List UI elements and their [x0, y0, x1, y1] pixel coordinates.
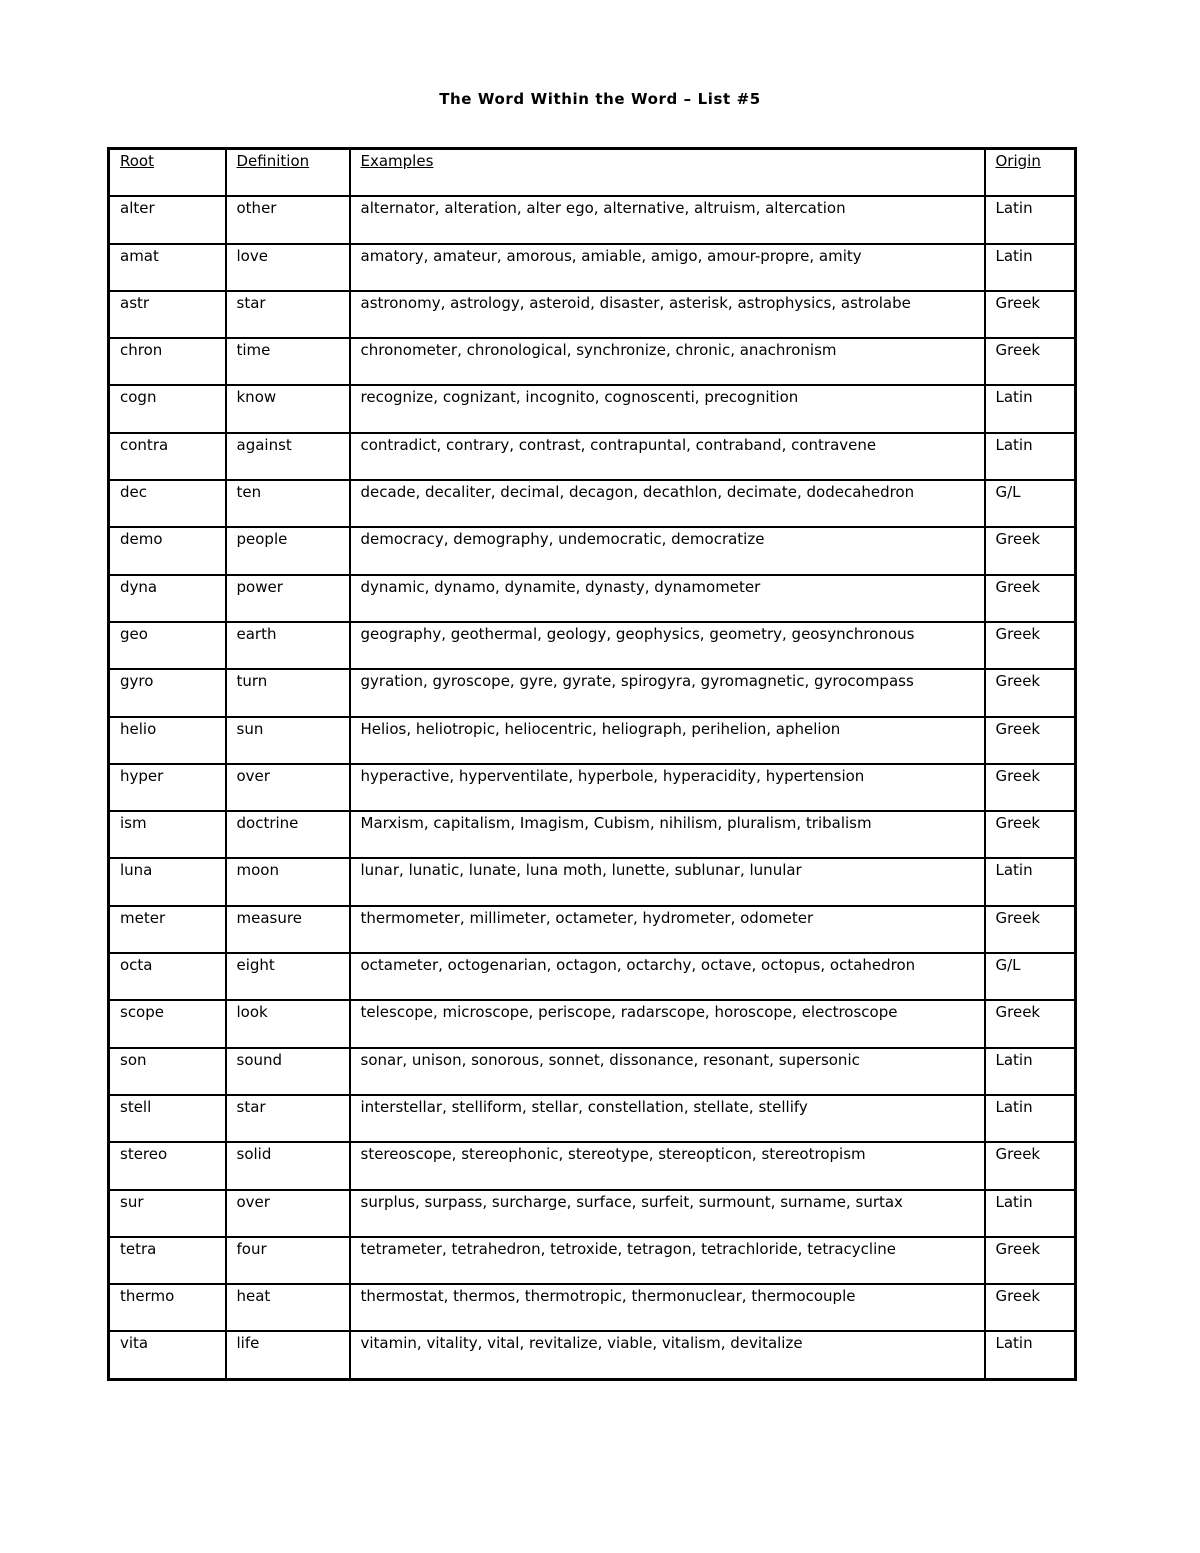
cell-definition	[226, 433, 350, 480]
cell-origin	[985, 764, 1076, 811]
table-row	[109, 480, 1076, 527]
cell-origin	[985, 244, 1076, 291]
examples-text: octameter, octogenarian, octagon, octarchy, octave, octopus, octahedron	[360, 956, 916, 975]
examples-text: Marxism, capitalism, Imagism, Cubism, nihilism, pluralism, tribalism	[360, 814, 872, 833]
cell-examples	[350, 244, 985, 291]
cell-origin	[985, 1048, 1076, 1095]
examples-text: tetrameter, tetrahedron, tetroxide, tetragon, tetrachloride, tetracycline	[360, 1239, 896, 1258]
header-root	[109, 149, 226, 197]
table-row	[109, 858, 1076, 905]
root-text: hyper	[120, 766, 164, 785]
cell-origin	[985, 858, 1076, 905]
table-row	[109, 1000, 1076, 1047]
cell-origin	[985, 1000, 1076, 1047]
examples-text: gyration, gyroscope, gyre, gyrate, spirogyra, gyromagnetic, gyrocompass	[360, 672, 914, 691]
cell-examples	[350, 1237, 985, 1284]
definition-text: star	[236, 1097, 266, 1116]
origin-text: Greek	[995, 766, 1041, 785]
cell-definition	[226, 244, 350, 291]
origin-text: G/L	[995, 483, 1021, 502]
examples-text: thermostat, thermos, thermotropic, thermonuclear, thermocouple	[360, 1287, 856, 1306]
definition-text: power	[236, 577, 283, 596]
table-row	[109, 764, 1076, 811]
cell-definition	[226, 764, 350, 811]
origin-text: Latin	[995, 1192, 1033, 1211]
origin-text: Latin	[995, 861, 1033, 880]
definition-text: four	[236, 1239, 267, 1258]
cell-examples	[350, 1000, 985, 1047]
cell-examples	[350, 811, 985, 858]
examples-text: telescope, microscope, periscope, radarscope, horoscope, electroscope	[360, 1003, 898, 1022]
cell-root	[109, 527, 226, 574]
origin-text: G/L	[995, 956, 1021, 975]
table-row	[109, 717, 1076, 764]
cell-definition	[226, 1284, 350, 1331]
header-root-label: Root	[120, 152, 154, 170]
cell-origin	[985, 1095, 1076, 1142]
root-text: demo	[120, 530, 163, 549]
examples-text: amatory, amateur, amorous, amiable, amigo, amour-propre, amity	[360, 246, 862, 265]
cell-definition	[226, 527, 350, 574]
table-row	[109, 1331, 1076, 1379]
origin-text: Greek	[995, 1287, 1041, 1306]
table-row	[109, 385, 1076, 432]
cell-definition	[226, 953, 350, 1000]
cell-root	[109, 622, 226, 669]
cell-examples	[350, 717, 985, 764]
table-row	[109, 811, 1076, 858]
cell-definition	[226, 1095, 350, 1142]
cell-definition	[226, 480, 350, 527]
cell-examples	[350, 480, 985, 527]
cell-root	[109, 764, 226, 811]
cell-root	[109, 244, 226, 291]
cell-root	[109, 811, 226, 858]
cell-root	[109, 196, 226, 243]
table-row	[109, 1190, 1076, 1237]
definition-text: over	[236, 1192, 270, 1211]
cell-definition	[226, 1190, 350, 1237]
examples-text: alternator, alteration, alter ego, alternative, altruism, altercation	[360, 199, 846, 218]
table-row	[109, 338, 1076, 385]
examples-text: geography, geothermal, geology, geophysics, geometry, geosynchronous	[360, 624, 915, 643]
root-text: stereo	[120, 1145, 168, 1164]
examples-text: vitamin, vitality, vital, revitalize, viable, vitalism, devitalize	[360, 1334, 803, 1353]
definition-text: know	[236, 388, 277, 407]
cell-origin	[985, 291, 1076, 338]
cell-origin	[985, 622, 1076, 669]
cell-definition	[226, 575, 350, 622]
cell-origin	[985, 1142, 1076, 1189]
cell-origin	[985, 480, 1076, 527]
root-text: octa	[120, 956, 153, 975]
root-text: stell	[120, 1097, 152, 1116]
examples-text: stereoscope, stereophonic, stereotype, stereopticon, stereotropism	[360, 1145, 866, 1164]
root-text: cogn	[120, 388, 157, 407]
examples-text: interstellar, stelliform, stellar, constellation, stellate, stellify	[360, 1097, 808, 1116]
examples-text: thermometer, millimeter, octameter, hydrometer, odometer	[360, 908, 814, 927]
cell-examples	[350, 1142, 985, 1189]
definition-text: look	[236, 1003, 268, 1022]
root-text: son	[120, 1050, 147, 1069]
cell-root	[109, 1048, 226, 1095]
table-row	[109, 244, 1076, 291]
cell-origin	[985, 385, 1076, 432]
origin-text: Greek	[995, 1003, 1041, 1022]
root-text: ism	[120, 814, 147, 833]
header-examples-label: Examples	[360, 152, 434, 170]
definition-text: star	[236, 293, 266, 312]
cell-root	[109, 575, 226, 622]
header-origin-label: Origin	[995, 152, 1041, 170]
root-text: chron	[120, 341, 163, 360]
root-text: amat	[120, 246, 159, 265]
examples-text: Helios, heliotropic, heliocentric, heliograph, perihelion, aphelion	[360, 719, 841, 738]
cell-examples	[350, 385, 985, 432]
root-text: luna	[120, 861, 153, 880]
cell-origin	[985, 906, 1076, 953]
cell-definition	[226, 291, 350, 338]
header-definition	[226, 149, 350, 197]
definition-text: turn	[236, 672, 268, 691]
definition-text: solid	[236, 1145, 272, 1164]
cell-origin	[985, 811, 1076, 858]
word-roots-table	[107, 147, 1077, 1381]
table-body	[109, 196, 1076, 1379]
definition-text: sun	[236, 719, 264, 738]
cell-root	[109, 1190, 226, 1237]
cell-examples	[350, 291, 985, 338]
cell-definition	[226, 196, 350, 243]
root-text: helio	[120, 719, 157, 738]
cell-examples	[350, 1190, 985, 1237]
origin-text: Latin	[995, 388, 1033, 407]
definition-text: over	[236, 766, 270, 785]
cell-root	[109, 338, 226, 385]
origin-text: Greek	[995, 1239, 1041, 1258]
cell-root	[109, 433, 226, 480]
cell-definition	[226, 906, 350, 953]
origin-text: Greek	[995, 624, 1041, 643]
origin-text: Greek	[995, 672, 1041, 691]
examples-text: astronomy, astrology, asteroid, disaster, asterisk, astrophysics, astrolabe	[360, 293, 911, 312]
examples-text: sonar, unison, sonorous, sonnet, dissonance, resonant, supersonic	[360, 1050, 860, 1069]
origin-text: Greek	[995, 719, 1041, 738]
cell-origin	[985, 433, 1076, 480]
examples-text: hyperactive, hyperventilate, hyperbole, hyperacidity, hypertension	[360, 766, 865, 785]
origin-text: Latin	[995, 1334, 1033, 1353]
root-text: contra	[120, 435, 169, 454]
table-row	[109, 196, 1076, 243]
origin-text: Greek	[995, 814, 1041, 833]
cell-root	[109, 1284, 226, 1331]
header-origin	[985, 149, 1076, 197]
cell-examples	[350, 196, 985, 243]
header-examples	[350, 149, 985, 197]
cell-root	[109, 906, 226, 953]
cell-origin	[985, 717, 1076, 764]
cell-definition	[226, 1237, 350, 1284]
definition-text: love	[236, 246, 268, 265]
cell-root	[109, 717, 226, 764]
cell-examples	[350, 953, 985, 1000]
cell-definition	[226, 717, 350, 764]
table-row	[109, 291, 1076, 338]
definition-text: earth	[236, 624, 277, 643]
cell-origin	[985, 575, 1076, 622]
cell-origin	[985, 1331, 1076, 1379]
root-text: geo	[120, 624, 148, 643]
table-row	[109, 953, 1076, 1000]
cell-examples	[350, 433, 985, 480]
cell-root	[109, 480, 226, 527]
root-text: alter	[120, 199, 155, 218]
cell-root	[109, 1331, 226, 1379]
table-row	[109, 527, 1076, 574]
root-text: gyro	[120, 672, 154, 691]
origin-text: Greek	[995, 293, 1041, 312]
definition-text: doctrine	[236, 814, 299, 833]
examples-text: democracy, demography, undemocratic, democratize	[360, 530, 765, 549]
origin-text: Latin	[995, 1050, 1033, 1069]
root-text: vita	[120, 1334, 149, 1353]
root-text: meter	[120, 908, 166, 927]
cell-examples	[350, 622, 985, 669]
cell-definition	[226, 1331, 350, 1379]
examples-text: surplus, surpass, surcharge, surface, surfeit, surmount, surname, surtax	[360, 1192, 903, 1211]
cell-origin	[985, 338, 1076, 385]
cell-examples	[350, 906, 985, 953]
page-title: The Word Within the Word – List #5	[439, 90, 761, 108]
origin-text: Latin	[995, 199, 1033, 218]
cell-definition	[226, 1142, 350, 1189]
cell-examples	[350, 527, 985, 574]
origin-text: Greek	[995, 908, 1041, 927]
table-row	[109, 1237, 1076, 1284]
cell-examples	[350, 858, 985, 905]
cell-origin	[985, 669, 1076, 716]
definition-text: time	[236, 341, 271, 360]
root-text: dec	[120, 483, 147, 502]
definition-text: people	[236, 530, 288, 549]
root-text: tetra	[120, 1239, 157, 1258]
cell-definition	[226, 338, 350, 385]
table-row	[109, 669, 1076, 716]
table-row	[109, 622, 1076, 669]
cell-root	[109, 1142, 226, 1189]
cell-definition	[226, 1000, 350, 1047]
examples-text: lunar, lunatic, lunate, luna moth, lunette, sublunar, lunular	[360, 861, 802, 880]
cell-examples	[350, 1331, 985, 1379]
definition-text: moon	[236, 861, 279, 880]
cell-root	[109, 953, 226, 1000]
definition-text: other	[236, 199, 277, 218]
cell-origin	[985, 953, 1076, 1000]
cell-definition	[226, 858, 350, 905]
definition-text: heat	[236, 1287, 271, 1306]
origin-text: Latin	[995, 1097, 1033, 1116]
root-text: astr	[120, 293, 150, 312]
origin-text: Latin	[995, 435, 1033, 454]
cell-examples	[350, 338, 985, 385]
cell-examples	[350, 1284, 985, 1331]
cell-root	[109, 1000, 226, 1047]
table-header-row	[109, 149, 1076, 197]
table-row	[109, 906, 1076, 953]
origin-text: Greek	[995, 530, 1041, 549]
cell-origin	[985, 527, 1076, 574]
definition-text: measure	[236, 908, 302, 927]
cell-root	[109, 291, 226, 338]
cell-root	[109, 1237, 226, 1284]
cell-definition	[226, 1048, 350, 1095]
cell-examples	[350, 1048, 985, 1095]
table-row	[109, 1142, 1076, 1189]
root-text: sur	[120, 1192, 144, 1211]
examples-text: recognize, cognizant, incognito, cognoscenti, precognition	[360, 388, 799, 407]
root-text: dyna	[120, 577, 158, 596]
cell-root	[109, 1095, 226, 1142]
cell-origin	[985, 196, 1076, 243]
table-row	[109, 1284, 1076, 1331]
cell-definition	[226, 385, 350, 432]
cell-definition	[226, 811, 350, 858]
origin-text: Greek	[995, 341, 1041, 360]
definition-text: sound	[236, 1050, 283, 1069]
definition-text: life	[236, 1334, 260, 1353]
cell-examples	[350, 575, 985, 622]
cell-origin	[985, 1237, 1076, 1284]
examples-text: chronometer, chronological, synchronize, chronic, anachronism	[360, 341, 837, 360]
examples-text: decade, decaliter, decimal, decagon, decathlon, decimate, dodecahedron	[360, 483, 915, 502]
cell-root	[109, 669, 226, 716]
root-text: scope	[120, 1003, 164, 1022]
header-definition-label: Definition	[236, 152, 310, 170]
definition-text: eight	[236, 956, 275, 975]
table-row	[109, 575, 1076, 622]
cell-origin	[985, 1190, 1076, 1237]
origin-text: Latin	[995, 246, 1033, 265]
definition-text: against	[236, 435, 292, 454]
origin-text: Greek	[995, 1145, 1041, 1164]
cell-examples	[350, 1095, 985, 1142]
table-row	[109, 433, 1076, 480]
root-text: thermo	[120, 1287, 175, 1306]
examples-text: dynamic, dynamo, dynamite, dynasty, dynamometer	[360, 577, 761, 596]
cell-root	[109, 858, 226, 905]
cell-examples	[350, 669, 985, 716]
examples-text: contradict, contrary, contrast, contrapuntal, contraband, contravene	[360, 435, 877, 454]
table-row	[109, 1095, 1076, 1142]
cell-origin	[985, 1284, 1076, 1331]
table-row	[109, 1048, 1076, 1095]
origin-text: Greek	[995, 577, 1041, 596]
cell-definition	[226, 669, 350, 716]
cell-examples	[350, 764, 985, 811]
cell-root	[109, 385, 226, 432]
definition-text: ten	[236, 483, 262, 502]
cell-definition	[226, 622, 350, 669]
